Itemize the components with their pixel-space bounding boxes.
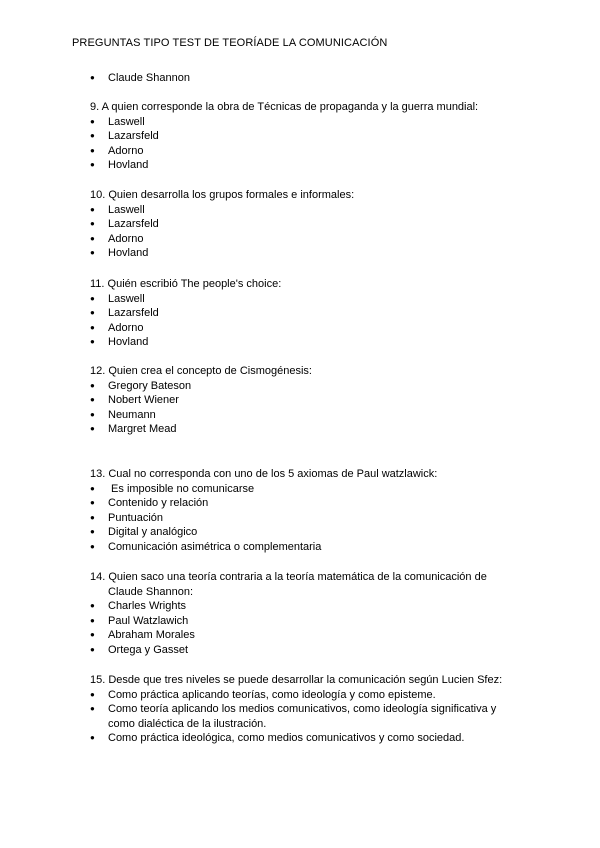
options-list <box>90 688 510 746</box>
question-13 <box>90 467 510 554</box>
list-item: ● Charles Wrights <box>90 599 510 614</box>
question-12 <box>90 364 510 437</box>
question-15 <box>90 673 510 746</box>
list-item: ● Neumann <box>90 408 510 423</box>
question-text: 9. A quien corresponde la obra de Técnicas de propaganda y la guerra mundial: <box>90 101 479 113</box>
question-14 <box>90 570 510 657</box>
question-text: 10. Quien desarrolla los grupos formales e informales: <box>90 189 355 201</box>
list-item: ● Comunicación asimétrica o complementaria <box>90 540 510 555</box>
list-item: ● Como práctica ideológica, como medios comunicativos y como sociedad. <box>90 731 510 746</box>
question-11 <box>90 277 510 350</box>
list-item: ● Lazarsfeld <box>90 306 510 321</box>
question-10 <box>90 188 510 261</box>
list-item: ● Contenido y relación <box>90 496 510 511</box>
question-text: 14. Quien saco una teoría contraria a la teoría matemática de la comunicación de Claude Shannon: <box>90 571 487 598</box>
question-text: 15. Desde que tres niveles se puede desarrollar la comunicación según Lucien Sfez: <box>90 674 503 686</box>
list-item: ● Laswell <box>90 203 510 218</box>
list-item: ● Gregory Bateson <box>90 379 510 394</box>
page-title: PREGUNTAS TIPO TEST DE TEORÍADE LA COMUNICACIÓN <box>72 37 388 49</box>
list-item: ● Paul Watzlawich <box>90 614 510 629</box>
list-item: ● Ortega y Gasset <box>90 643 510 658</box>
options-list <box>90 599 510 657</box>
list-item: ● Hovland <box>90 335 510 350</box>
list-item: ● Laswell <box>90 292 510 307</box>
list-item: ● Puntuación <box>90 511 510 526</box>
options-list <box>90 482 510 555</box>
list-item: ● Hovland <box>90 158 510 173</box>
options-list <box>90 203 510 261</box>
list-item: ● Digital y analógico <box>90 525 510 540</box>
list-item: ● Adorno <box>90 144 510 159</box>
list-item: ● Como teoría aplicando los medios comunicativos, como ideología significativa y como dialéctica de la ilustración. <box>90 702 510 731</box>
list-item: ● Claude Shannon <box>90 71 190 86</box>
list-item: ● Hovland <box>90 246 510 261</box>
list-item: ● Margret Mead <box>90 422 510 437</box>
list-item: ● Adorno <box>90 321 510 336</box>
list-item: ● Lazarsfeld <box>90 129 510 144</box>
list-item: ● Laswell <box>90 115 510 130</box>
question-text: 13. Cual no corresponda con uno de los 5 axiomas de Paul watzlawick: <box>90 468 438 480</box>
question-text: 12. Quien crea el concepto de Cismogénesis: <box>90 365 312 377</box>
list-item: ● Como práctica aplicando teorías, como ideología y como episteme. <box>90 688 510 703</box>
question-9 <box>90 100 510 173</box>
options-list <box>90 115 510 173</box>
options-list <box>90 379 510 437</box>
list-item: ● Lazarsfeld <box>90 217 510 232</box>
list-item: ● Abraham Morales <box>90 628 510 643</box>
carryover-list <box>90 71 190 86</box>
list-item: ● Nobert Wiener <box>90 393 510 408</box>
question-text: 11. Quién escribió The people's choice: <box>90 278 282 290</box>
options-list <box>90 292 510 350</box>
list-item: ● Es imposible no comunicarse <box>90 482 510 497</box>
list-item: ● Adorno <box>90 232 510 247</box>
